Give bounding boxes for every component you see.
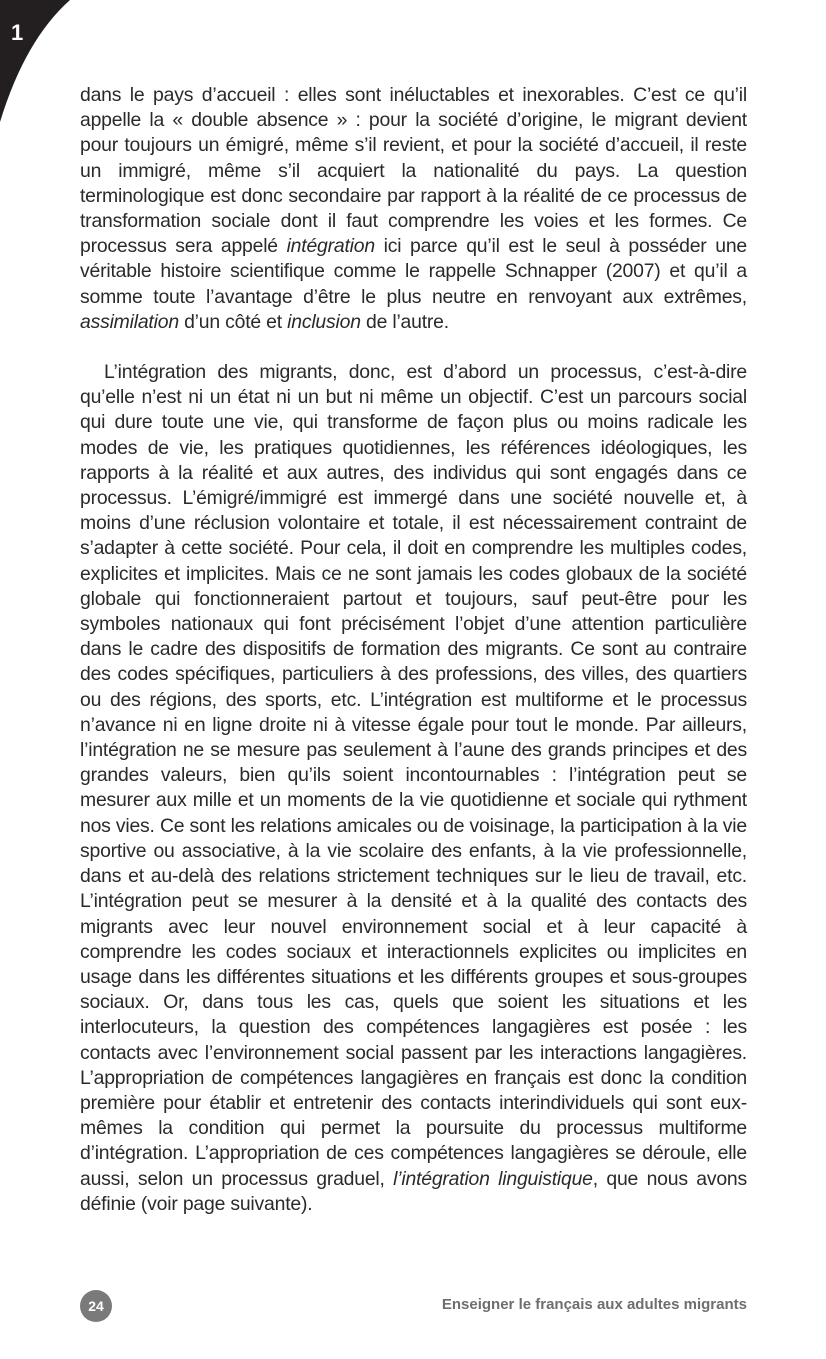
- body-text: [80, 83, 747, 1217]
- page-number-badge: 24: [80, 1290, 112, 1322]
- paragraph-1: dans le pays d’accueil : elles sont inéluctables et inexorables. C’est ce qu’il appelle la « double absence » : pour la société d’origine, le migrant devient pour toujours un émigré, même s’il revient, et pour la société d’accueil, il reste un immigré, même s’il acquiert la nationalité du pays. La question terminologique est donc secondaire par rapport à la réalité de ce processus de transformation sociale dont il faut comprendre les voies et les formes. Ce processus sera appelé intégration ici parce qu’il est le seul à posséder une véritable histoire scientifique comme le rappelle Schnapper (2007) et qu’il a somme toute l’avantage d’être le plus neutre en renvoyant aux extrêmes, assimilation d’un côté et inclusion de l’autre.: [80, 84, 747, 333]
- running-footer-title: Enseigner le français aux adultes migrants: [441, 1296, 747, 1313]
- chapter-number: 1: [11, 20, 24, 45]
- chapter-tab: [0, 0, 80, 130]
- emphasis-integration: intégration: [286, 235, 375, 258]
- emphasis-assimilation: assimilation: [80, 310, 179, 333]
- emphasis-integration-linguistique: l’intégration linguistique: [393, 1167, 593, 1190]
- paragraph-2: L’intégration des migrants, donc, est d’abord un processus, c’est-à-dire qu’elle n’est ni un état ni un but ni même un objectif. C’est un parcours social qui dure toute une vie, qui transforme de façon plus ou moins radicale les modes de vie, les pratiques quotidiennes, les références idéologiques, les rapports à la réalité et aux autres, des individus qui sont engagés dans ce processus. L’émigré/immigré est immergé dans une société nouvelle et, à moins d’une réclusion volontaire et totale, il est nécessairement contraint de s’adapter à cette société. Pour cela, il doit en comprendre les multiples codes, explicites et implicites. Mais ce ne sont jamais les codes globaux de la société globale qui fonctionneraient partout et toujours, sauf peut-être pour les symboles nationaux qui font précisément l’objet d’une attention particulière dans le cadre des dispositifs de formation des migrants. Ce sont au contraire des codes spécifiques, particuliers à des professions, des villes, des quartiers ou des régions, des sports, etc. L’intégration est multiforme et le processus n’avance ni en ligne droite ni à vitesse égale pour tout le monde. Par ailleurs, l’intégration ne se mesure pas seulement à l’aune des grands principes et des grandes valeurs, bien qu’ils soient incontournables : l’intégration peut se mesurer aux mille et un moments de la vie quotidienne et sociale qui rythment nos vies. Ce sont les relations amicales ou de voisinage, la participation à la vie sportive ou associative, à la vie scolaire des enfants, à la vie professionnelle, dans et au-delà des relations strictement techniques sur le lieu de travail, etc. L’intégration peut se mesurer à la densité et à la qualité des contacts des migrants avec leur nouvel environnement social et à leur capacité à comprendre les codes sociaux et interactionnels explicites ou implicites en usage dans les différentes situations et les différents groupes et sous-groupes sociaux. Or, dans tous les cas, quels que soient les situations et les interlocuteurs, la question des compétences langagières est posée : les contacts avec l’environnement social passent par les interactions langagières. L’appropriation de compétences langagières en français est donc la condition première pour établir et entretenir des contacts interindividuels qui sont eux-mêmes la condition qui permet la poursuite du processus multiforme d’intégration. L’appropriation de ces compétences langagières se déroule, elle aussi, selon un processus graduel, l’intégration linguistique, que nous avons définie (voir page suivante).: [80, 361, 747, 1215]
- emphasis-inclusion: inclusion: [287, 310, 361, 333]
